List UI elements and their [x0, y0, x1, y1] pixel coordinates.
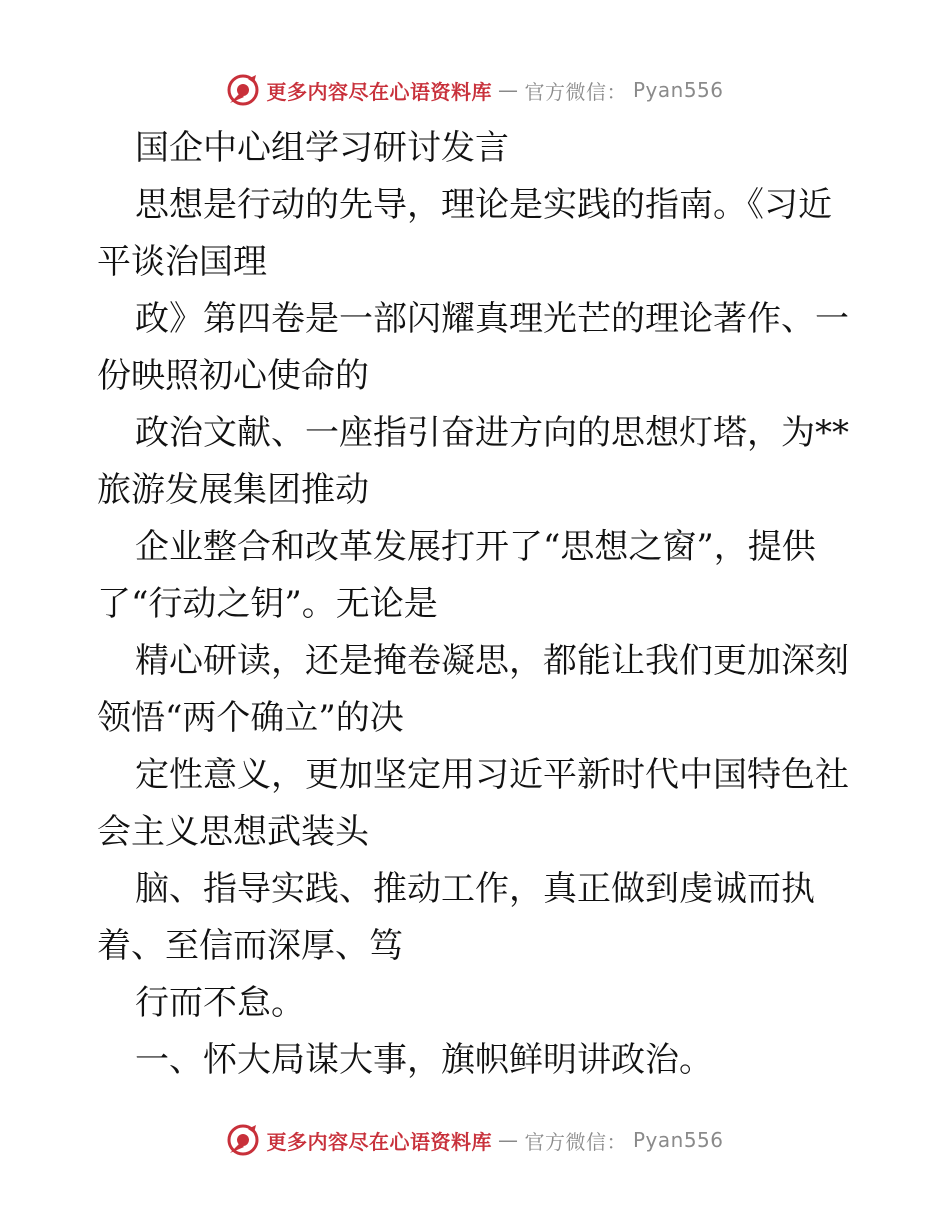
pen-logo-icon — [226, 73, 260, 107]
paragraph-line: 企业整合和改革发展打开了“思想之窗”，提供 — [135, 527, 816, 567]
paragraph-line: 领悟“两个确立”的决 — [97, 698, 404, 738]
section-heading: 一、怀大局谋大事，旗帜鲜明讲政治。 — [135, 1040, 713, 1080]
paragraph-line: 份映照初心使命的 — [97, 356, 369, 396]
paragraph-line: 平谈治国理 — [97, 242, 267, 282]
paragraph-line: 会主义思想武装头 — [97, 812, 369, 852]
paragraph-line: 精心研读，还是掩卷凝思，都能让我们更加深刻 — [135, 641, 849, 681]
paragraph-line: 旅游发展集团推动 — [97, 470, 369, 510]
paragraph-line: 思想是行动的先导，理论是实践的指南。《习近 — [135, 185, 832, 225]
banner-wechat-label: 官方微信： — [524, 1129, 627, 1154]
paragraph-line: 脑、指导实践、推动工作，真正做到虔诚而执 — [135, 869, 815, 909]
document-body — [97, 120, 857, 1089]
banner-wechat-id: Pyan556 — [632, 1128, 724, 1152]
paragraph-line: 行而不怠。 — [135, 983, 305, 1023]
banner-dash: — — [497, 78, 519, 102]
header-banner — [0, 70, 950, 110]
banner-wechat-id: Pyan556 — [632, 78, 724, 102]
paragraph-line: 着、至信而深厚、笃 — [97, 926, 403, 966]
document-title: 国企中心组学习研讨发言 — [135, 128, 509, 168]
paragraph-line: 了“行动之钥”。无论是 — [97, 584, 438, 624]
banner-dash: — — [497, 1128, 519, 1152]
footer-banner — [0, 1120, 950, 1160]
paragraph-line: 政治文献、一座指引奋进方向的思想灯塔，为** — [135, 413, 849, 453]
banner-wechat-label: 官方微信： — [524, 79, 627, 104]
pen-logo-icon — [226, 1123, 260, 1157]
paragraph-line: 政》第四卷是一部闪耀真理光芒的理论著作、一 — [135, 299, 849, 339]
banner-main-text: 更多内容尽在心语资料库 — [266, 1129, 492, 1154]
banner-main-text: 更多内容尽在心语资料库 — [266, 79, 492, 104]
paragraph-line: 定性意义，更加坚定用习近平新时代中国特色社 — [135, 755, 849, 795]
